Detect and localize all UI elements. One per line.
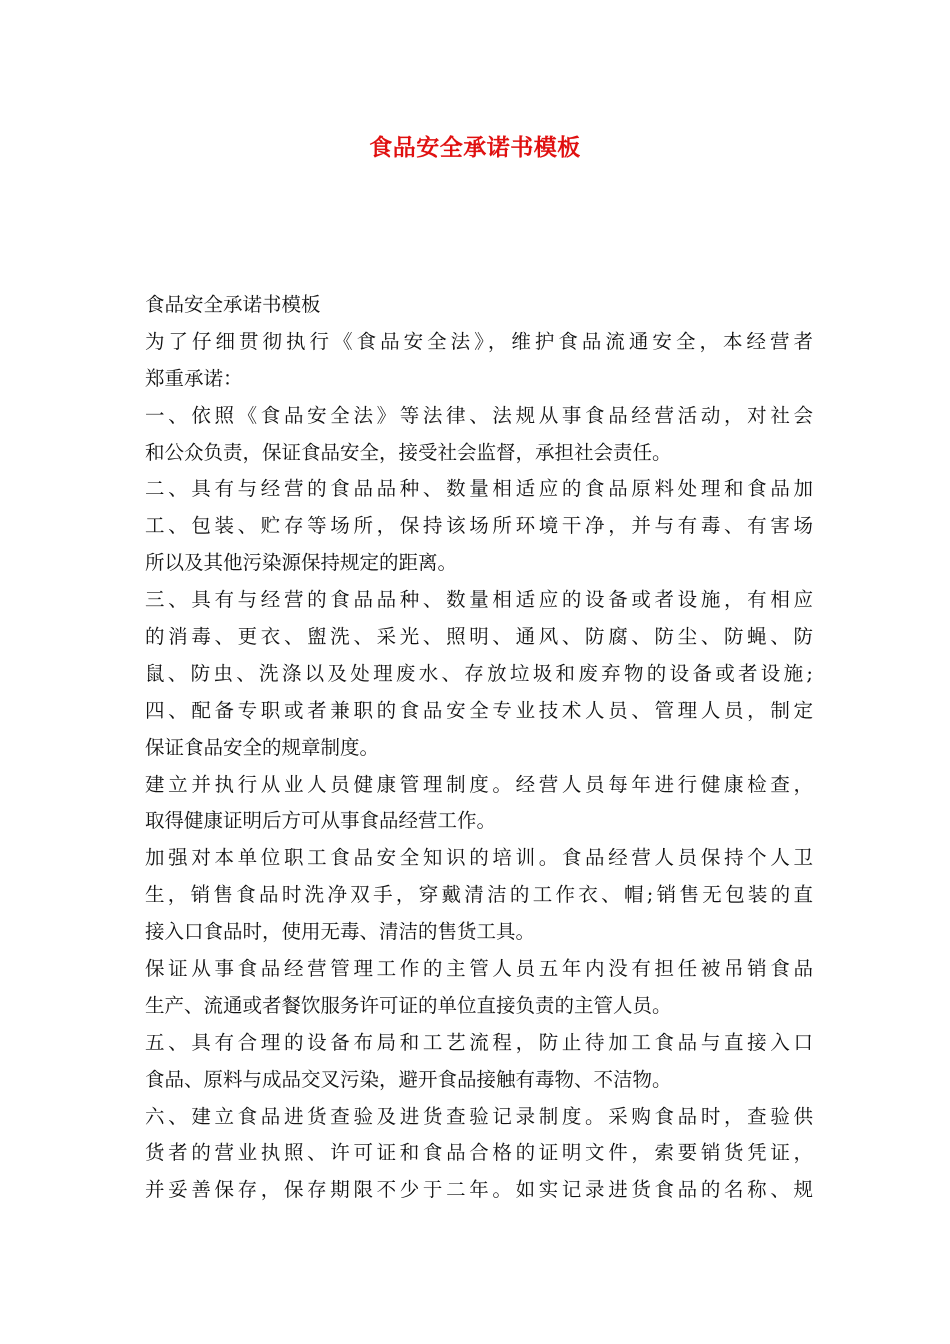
body-line: 生产、流通或者餐饮服务许可证的单位直接负责的主管人员。 xyxy=(145,993,672,1017)
body-line: 为了仔细贯彻执行《食品安全法》，维护食品流通安全，本经营者 xyxy=(145,329,813,353)
body-line: 二、具有与经营的食品品种、数量相适应的食品原料处理和食品加 xyxy=(145,477,813,501)
body-line: 货者的营业执照、许可证和食品合格的证明文件，索要销货凭证， xyxy=(145,1141,813,1165)
body-line: 加强对本单位职工食品安全知识的培训。食品经营人员保持个人卫 xyxy=(145,846,813,870)
body-line: 生，销售食品时洗净双手，穿戴清洁的工作衣、帽;销售无包装的直 xyxy=(145,883,813,907)
document-title: 食品安全承诺书模板 xyxy=(369,134,581,161)
body-line: 工、包装、贮存等场所，保持该场所环境干净，并与有毒、有害场 xyxy=(145,514,813,538)
body-line: 五、具有合理的设备布局和工艺流程，防止待加工食品与直接入口 xyxy=(145,1030,813,1054)
body-line: 食品安全承诺书模板 xyxy=(145,293,321,316)
body-line: 和公众负责，保证食品安全，接受社会监督，承担社会责任。 xyxy=(145,440,672,464)
body-line: 取得健康证明后方可从事食品经营工作。 xyxy=(145,809,497,833)
body-line: 的消毒、更衣、盥洗、采光、照明、通风、防腐、防尘、防蝇、防 xyxy=(145,625,813,649)
body-line: 保证从事食品经营管理工作的主管人员五年内没有担任被吊销食品 xyxy=(145,957,813,981)
body-line: 建立并执行从业人员健康管理制度。经营人员每年进行健康检查， xyxy=(145,772,813,796)
body-line: 一、依照《食品安全法》等法律、法规从事食品经营活动，对社会 xyxy=(145,403,813,427)
body-line: 并妥善保存，保存期限不少于二年。如实记录进货食品的名称、规 xyxy=(145,1178,813,1202)
body-line: 食品、原料与成品交叉污染，避开食品接触有毒物、不洁物。 xyxy=(145,1067,672,1091)
body-line: 接入口食品时，使用无毒、清洁的售货工具。 xyxy=(145,920,536,944)
document-body xyxy=(145,287,813,1209)
body-line: 郑重承诺： xyxy=(145,366,243,390)
body-line: 三、具有与经营的食品品种、数量相适应的设备或者设施，有相应 xyxy=(145,588,813,612)
body-line: 六、建立食品进货查验及进货查验记录制度。采购食品时，查验供 xyxy=(145,1104,813,1128)
body-line: 鼠、防虫、洗涤以及处理废水、存放垃圾和废弃物的设备或者设施; xyxy=(145,661,813,685)
body-line: 四、配备专职或者兼职的食品安全专业技术人员、管理人员，制定 xyxy=(145,698,813,722)
body-line: 所以及其他污染源保持规定的距离。 xyxy=(145,551,458,575)
body-line: 保证食品安全的规章制度。 xyxy=(145,735,380,759)
